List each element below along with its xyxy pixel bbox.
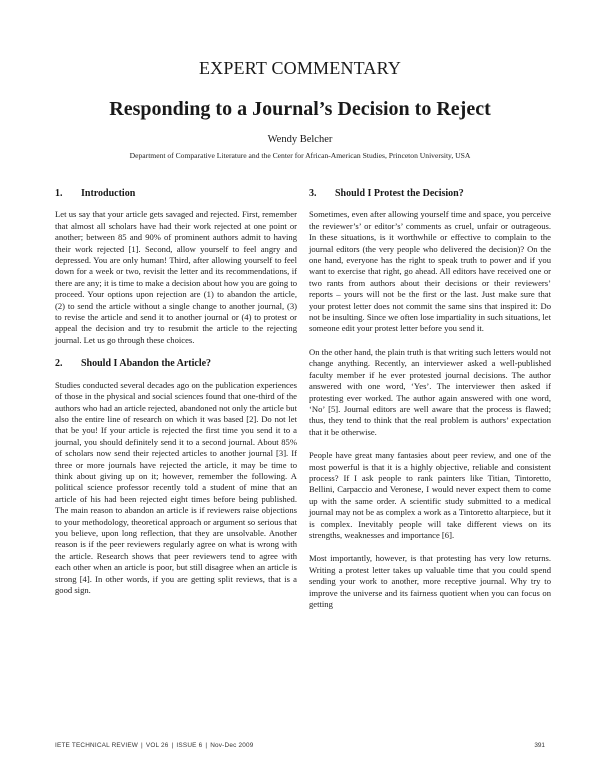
section-number: 3.: [309, 188, 317, 199]
paragraph: Let us say that your article gets savaged and rejected. First, remember that almost all scholars have had their work rejected at one point or another; between 85 and 90% of prominent authors admit to having their work rejected [1]. Second, allow yourself to feel angry and depressed. You are only human! Third, after allowing yourself to feel down for a week or two, revisit the letter and its recommendations, if there are any; it is time to make a decision about how you are going to proceed. Your options upon rejection are (1) to abandon the article, (2) to send the article without a single change to another journal, (3) to revise the article and send it to another journal or (4) to protest or appeal the decision and try to resubmit the article to the rejecting journal. Let us go through these choices.: [55, 209, 297, 345]
section-title: Should I Protest the Decision?: [335, 188, 464, 199]
section-heading-introduction: [55, 188, 297, 199]
journal-name: IETE TECHNICAL REVIEW: [55, 742, 139, 749]
author-affiliation: Department of Comparative Literature and the Center for African-American Studies, Princeton University, USA: [129, 151, 471, 160]
paragraph: Most importantly, however, is that protesting has very low returns. Writing a protest letter takes up valuable time that you could spend sending your work to another, more receptive journal. Why try to improve the universe and its fairness quotient when you can focus on getting: [309, 553, 551, 609]
article-category: EXPERT COMMENTARY: [198, 58, 402, 78]
paragraph: Studies conducted several decades ago on the publication experiences of those in the physical and social sciences found that one-third of the authors who had an article rejected, abandoned not only the article but also the entire line of research on which it was based [2]. Do not let that be you! If your article is rejected the first time you send it to a journal, you should definitely send it to a second journal. About 85% of scholars now send their rejected articles to another journal [3]. If three or more journals have rejected the article, it may be time to think about giving up on it; however, remember the following. A political science professor recently told a student of mine that an article of his had been rejected eight times before being published. The main reason to abandon an article is if reviewers raise objections to your methodology, theoretical approach or argument so serious that you believe, upon long reflection, that they are unsolvable. Another reason is if the peer reviewers regularly agree on what is wrong with the article. Research shows that peer reviewers tend to agree with each other when an article is poor, but still disagree when an article is strong [4]. In other words, if you are getting split reviews, that is a good sign.: [55, 379, 297, 595]
section-number: 2.: [55, 358, 63, 370]
section-title: Should I Abandon the Article?: [81, 358, 212, 370]
page-number: 391: [534, 742, 545, 749]
journal-volume: VOL 26: [145, 742, 169, 749]
section-title: Introduction: [81, 188, 136, 199]
section-number: 1.: [55, 188, 63, 199]
paragraph: Sometimes, even after allowing yourself time and space, you perceive the reviewer’s’ or editor’s’ comments as cruel, unfair or outrageous. In these situations, is it worthwhile or effective to complain to the journal editors (the very people who delivered the decision)? On the one hand, everyone has the right to speak truth to power and if you want to exercise that right, go ahead. All editors have received one or two rants from authors about their decisions or their reviewers’ reports – yours will not be the first or the last. Just make sure that your protest letter does not commit the same sins that inspired it: Do not be insulting. Since we often lose impartiality in such situations, let someone edit your protest letter before you send it.: [309, 209, 551, 334]
journal-citation: IETE TECHNICAL REVIEW | VOL 26 | ISSUE 6 | Nov-Dec 2009: [55, 742, 254, 749]
paragraph: On the other hand, the plain truth is that writing such letters would not change anything. Recently, an interviewer asked a well-published faculty member if he ever protested journal decisions. The author answered with one word, ‘Yes’. The interviewer then asked if protesting ever worked. The author again answered with one word, ‘No’ [5]. Journal editors are well aware that the process is flawed; thus, they tend to think that the real problem is authors’ expectation that it be otherwise.: [309, 346, 552, 437]
article-title: Responding to a Journal’s Decision to Reject: [109, 98, 491, 120]
author-name: Wendy Belcher: [267, 134, 333, 145]
section-heading-protest: [309, 188, 551, 199]
journal-date: Nov-Dec 2009: [210, 742, 254, 749]
left-column: [55, 184, 297, 608]
section-heading-abandon: [55, 358, 297, 369]
journal-issue: ISSUE 6: [176, 742, 203, 749]
right-column: [309, 184, 551, 622]
paragraph: People have great many fantasies about peer review, and one of the most powerful is that it is a highly objective, reliable and consistent process? If I ask people to rank painters like Titian, Tintoretto, Bellini, Carpaccio and Veronese, I would never expect them to come up with the same order. A scientific study submitted to a medical journal may not be as complex a work as a Tintoretto altarpiece, but it is complex. Inevitably people will take different views on its strengths, weaknesses and importance [6].: [309, 450, 551, 540]
